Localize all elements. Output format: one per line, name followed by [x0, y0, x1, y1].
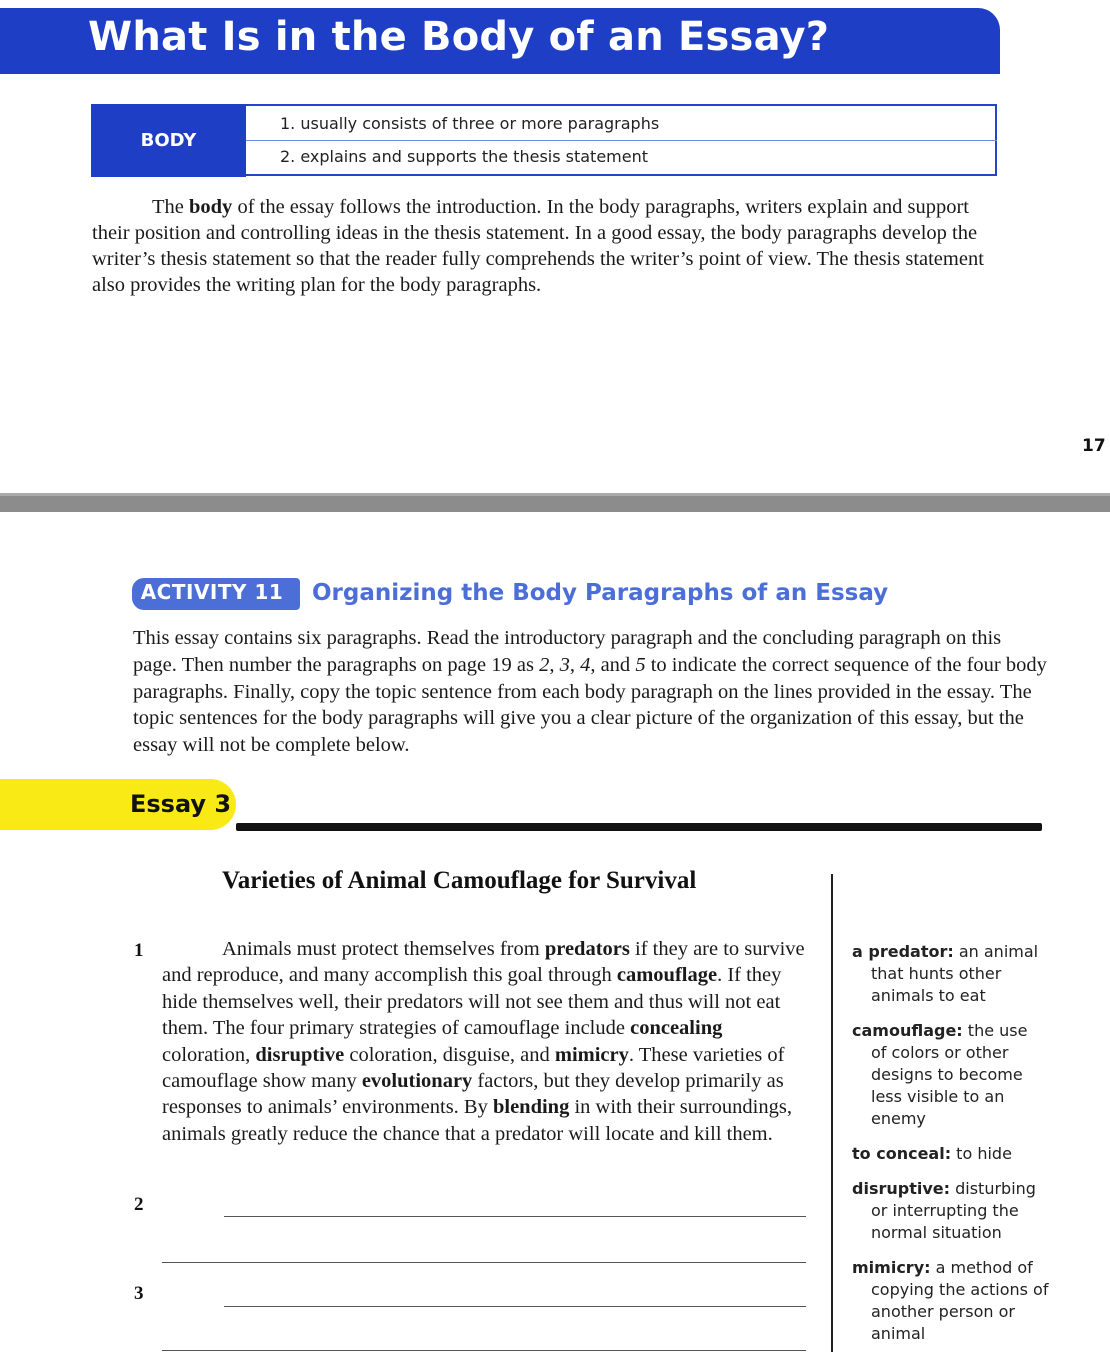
glossary-term: a predator:	[852, 942, 954, 961]
instructions-number: 2	[539, 653, 550, 676]
instructions-text: , and	[590, 653, 636, 676]
topic-sentence-line[interactable]	[224, 1216, 806, 1217]
vocab-term: evolutionary	[361, 1070, 473, 1093]
vocab-term: blending	[492, 1096, 570, 1119]
paragraph-text: . If they hide themselves well, their predators will not see them and thus will not eat them. The four primary strategies of camouflage include	[162, 964, 782, 1040]
glossary-definition: that hunts other animals to eat	[871, 964, 1002, 1005]
paragraph-number: 2	[134, 1194, 144, 1215]
glossary-entry	[852, 1257, 1052, 1345]
vocab-term: predators	[544, 938, 630, 960]
topic-sentence-line[interactable]	[162, 1350, 806, 1351]
paragraph-text: in with their surroundings, animals greatly reduce the chance that a predator will locate and kill them.	[162, 1096, 792, 1145]
page-separator-highlight	[0, 493, 1110, 496]
vocab-term: camouflage	[616, 964, 718, 987]
glossary-definition: copying the actions of another person or animal	[871, 1280, 1049, 1343]
glossary-entry	[852, 1178, 1052, 1244]
glossary-definition: or interrupting the normal situation	[871, 1201, 1019, 1242]
vocab-term: concealing	[630, 1017, 723, 1040]
paragraph-text: . These varieties of camouflage show many	[162, 1043, 785, 1093]
essay-label: Essay 3	[130, 790, 232, 818]
essay-paragraph	[162, 936, 812, 1147]
instructions-text: This essay contains six paragraphs. Read the introductory paragraph and the concluding paragraph on this page. Then number the paragraphs on page 19 as	[133, 627, 1002, 676]
paragraph-text: if they are to survive and reproduce, and many accomplish this goal through	[162, 938, 805, 987]
page-number: 17	[1082, 436, 1106, 456]
glossary-definition: to hide	[951, 1144, 1012, 1163]
glossary-definition: disturbing	[950, 1179, 1036, 1198]
paragraph-text: Animals must protect themselves from	[222, 938, 545, 960]
glossary-definition: an animal	[953, 942, 1039, 961]
instructions-number: 4	[580, 653, 591, 676]
instructions-text: to indicate the correct sequence of the four body paragraphs. Finally, copy the topic sentence from each body paragraph on the lines provided in the essay. The topic sentences for the body paragraphs will give you a clear picture of the organization of this essay, but the essay will not be complete below.	[133, 653, 1047, 757]
instructions-number: 3	[559, 653, 570, 676]
instructions-text: ,	[549, 653, 560, 676]
glossary-entry	[852, 1020, 1052, 1130]
glossary-entry	[852, 941, 1052, 1007]
glossary-definition: a method of	[930, 1258, 1033, 1277]
instructions-text: ,	[569, 653, 581, 676]
intro-text: The	[152, 196, 189, 218]
paragraph-text: factors, but they develop primarily as responses to animals’ environments. By	[162, 1070, 784, 1119]
glossary-term: mimicry:	[852, 1258, 931, 1277]
essay-title: Varieties of Animal Camouflage for Survival	[222, 867, 697, 894]
summary-label: BODY	[140, 130, 197, 151]
summary-item: 2. explains and supports the thesis statement	[280, 147, 649, 166]
margin-divider	[831, 874, 833, 1352]
intro-paragraph	[92, 194, 997, 298]
glossary-term: camouflage:	[852, 1021, 963, 1040]
topic-sentence-line[interactable]	[162, 1262, 806, 1263]
paragraph-number: 1	[134, 940, 144, 961]
paragraph-text: coloration,	[162, 1043, 256, 1066]
activity-title: Organizing the Body Paragraphs of an Essay	[312, 580, 889, 606]
summary-divider	[246, 140, 997, 141]
activity-badge-label: ACTIVITY 11	[140, 580, 284, 604]
summary-item: 1. usually consists of three or more paragraphs	[280, 114, 660, 133]
glossary-definition: the use	[962, 1021, 1028, 1040]
topic-sentence-line[interactable]	[224, 1306, 806, 1307]
glossary-term: disruptive:	[852, 1179, 951, 1198]
paragraph-text: coloration, disguise, and	[344, 1043, 555, 1066]
page-title: What Is in the Body of an Essay?	[88, 14, 830, 60]
intro-text: of the essay follows the introduction. In the body paragraphs, writers explain and support their position and controlling ideas in the thesis statement. In a good essay, the body paragraphs develop the writer’s thesis statement so that the reader fully comprehends the writer’s point of view. The thesis statement also provides the writing plan for the body paragraphs.	[92, 196, 984, 296]
glossary-term: to conceal:	[852, 1144, 952, 1163]
activity-instructions	[133, 625, 1048, 759]
glossary-definition: of colors or other designs to become less visible to an enemy	[871, 1043, 1023, 1128]
intro-bold-term: body	[189, 196, 233, 218]
instructions-number: 5	[635, 653, 646, 676]
vocab-term: disruptive	[255, 1043, 345, 1066]
glossary-entry	[852, 1143, 1052, 1165]
paragraph-number: 3	[134, 1283, 144, 1304]
essay-rule	[236, 823, 1042, 831]
vocab-term: mimicry	[554, 1043, 629, 1066]
